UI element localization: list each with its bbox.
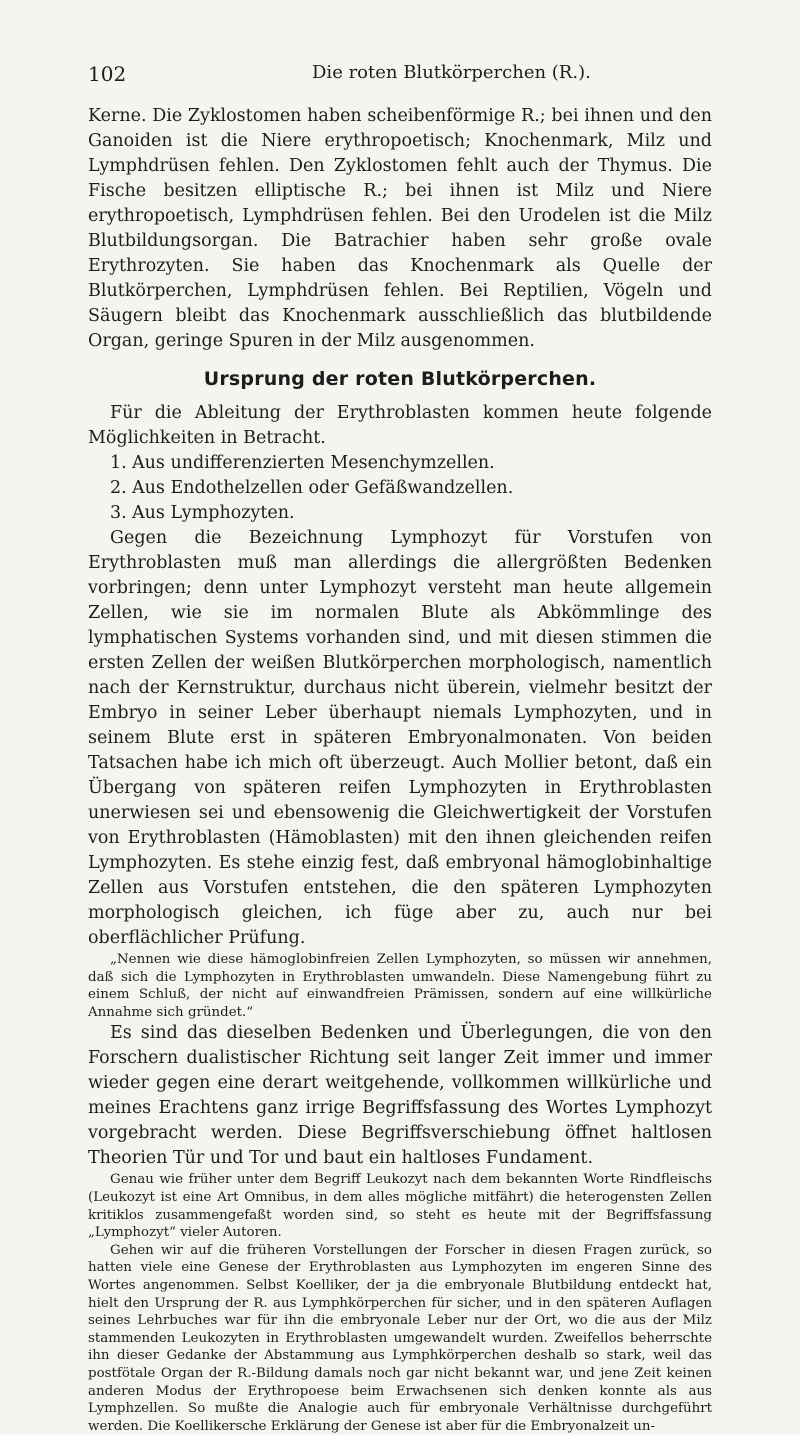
paragraph-lymphocyte-objection: Gegen die Bezeichnung Lymphozyt für Vorstufen von Erythroblasten muß man allerdings die allergrößten Bedenken vorbringen; denn unter Lymphozyt versteht man heute allgemein Zellen, wie sie im normalen Blute als Abkömmlinge des lymphatischen Systems vorhanden sind, und mit diesen stimmen die ersten Zellen der weißen Blutkörperchen morphologisch, namentlich nach der Kernstruktur, durchaus nicht überein, vielmehr besitzt der Embryo in seiner Leber überhaupt niemals Lymphozyten, und in seinem Blute erst in späteren Embryonalmonaten. Von beiden Tatsachen habe ich mich oft überzeugt. Auch Mollier betont, daß ein Übergang von späteren reifen Lymphozyten in Erythroblasten unerwiesen sei und ebensowenig die Gleichwertigkeit der Vorstufen von Erythroblasten (Hämoblasten) mit den ihnen gleichenden reifen Lymphozyten. Es stehe einzig fest, daß embryonal hämoglobinhaltige Zellen aus Vorstufen entstehen, die den späteren Lymphozyten morphologisch gleichen, ich füge aber zu, auch nur bei oberflächlicher Prüfung. [88,528,712,948]
body-text [88,104,712,1435]
list-text: Aus undifferenzierten Mesenchymzellen. [132,453,495,473]
small-paragraph-leukozyt: Genau wie früher unter dem Begriff Leukozyt nach dem bekannten Worte Rindfleischs (Leukozyt ist eine Art Omnibus, in dem alles mögliche mitfährt) die heterogensten Zellen kritiklos zusammengefaßt worden sind, so steht es heute mit der Begriffsfassung „Lymphozyt“ vieler Autoren. [88,1172,712,1241]
list-item [88,501,712,526]
page-number: 102 [88,62,127,86]
list-number: 3. [110,503,127,523]
small-paragraph-koelliker: Gehen wir auf die früheren Vorstellungen der Forscher in diesen Fragen zurück, so hatten viele eine Genese der Erythroblasten aus Lymphozyten im engeren Sinne des Wortes angenommen. Selbst Koelliker, der ja die embryonale Blutbildung entdeckt hat, hielt den Ursprung der R. aus Lymphkörperchen für sicher, und in den späteren Auflagen seines Lehrbuches war für ihn die embryonale Leber nur der Ort, wo die aus der Milz stammenden Leukozyten in Erythroblasten umgewandelt wurden. Zweifellos beherrschte ihn dieser Gedanke der Abstammung aus Lymphkörperchen deshalb so stark, weil das postfötale Organ der R.-Bildung damals noch gar nicht bekannt war, und jene Zeit keinen anderen Modus der Erythropoese beim Erwachsenen sich denken konnte als aus Lymphzellen. So mußte die Analogie auch für embryonale Verhältnisse durchgeführt werden. Die Koellikersche Erklärung der Genese ist aber für die Embryonalzeit un- [88,1242,712,1434]
list-text: Aus Endothelzellen oder Gefäßwandzellen. [132,478,514,498]
page-header [88,62,712,90]
origin-list [88,451,712,526]
list-item [88,476,712,501]
paragraph-dualistic: Es sind das dieselben Bedenken und Überlegungen, die von den Forschern dualistischer Richtung seit langer Zeit immer und immer wieder gegen eine derart weitgehende, vollkommen willkürliche und meines Erachtens ganz irrige Begriffsfassung des Wortes Lymphozyt vorgebracht werden. Diese Begriffsverschiebung öffnet haltlosen Theorien Tür und Tor und baut ein haltloses Fundament. [88,1023,712,1169]
list-text: Aus Lymphozyten. [132,503,295,523]
paragraph-derivation: Für die Ableitung der Erythroblasten kommen heute folgende Möglichkeiten in Betracht. [88,403,712,448]
list-number: 1. [110,453,127,473]
paragraph-vertebrate-blood: Kerne. Die Zyklostomen haben scheibenförmige R.; bei ihnen und den Ganoiden ist die Niere erythropoetisch; Knochenmark, Milz und Lymphdrüsen fehlen. Den Zyklostomen fehlt auch der Thymus. Die Fische besitzen elliptische R.; bei ihnen ist Milz und Niere erythropoetisch, Lymphdrüsen fehlen. Bei den Urodelen ist die Milz Blutbildungsorgan. Die Batrachier haben sehr große ovale Erythrozyten. Sie haben das Knochenmark als Quelle der Blutkörperchen, Lymphdrüsen fehlen. Bei Reptilien, Vögeln und Säugern bleibt das Knochenmark ausschließlich das blutbildende Organ, geringe Spuren in der Milz ausgenommen. [88,106,712,351]
list-number: 2. [110,478,127,498]
list-item [88,451,712,476]
running-head: Die roten Blutkörperchen (R.). [312,62,591,83]
quotation-small: „Nennen wie diese hämoglobinfreien Zellen Lymphozyten, so müssen wir annehmen, daß sich die Lymphozyten in Erythroblasten umwandeln. Diese Namengebung führt zu einem Schluß, der nicht auf einwandfreien Prämissen, sondern auf eine willkürliche Annahme sich gründet.“ [88,952,712,1020]
section-heading: Ursprung der roten Blutkörperchen. [203,368,597,390]
